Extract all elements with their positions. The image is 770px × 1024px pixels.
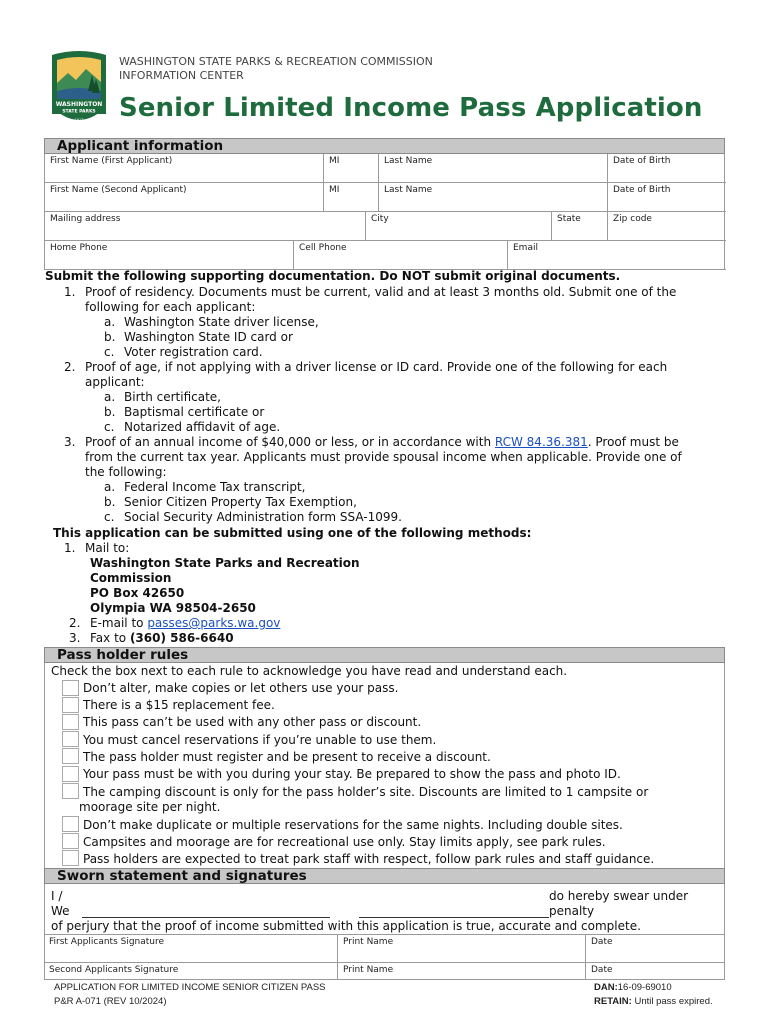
income-option-a: Federal Income Tax transcript, xyxy=(124,480,306,494)
mailing-address-line-3: PO Box 42650 xyxy=(90,586,185,600)
age-option-b: Baptismal certificate or xyxy=(124,405,265,419)
rule-1: Don’t alter, make copies or let others use your pass. xyxy=(83,681,399,695)
applicant-row-1 xyxy=(45,154,726,183)
home-phone-field[interactable]: Home Phone xyxy=(50,243,108,253)
last-name-first-applicant-field[interactable]: Last Name xyxy=(378,154,607,182)
section-header-rules: Pass holder rules xyxy=(44,647,725,663)
last-name-second-applicant-field[interactable]: Last Name xyxy=(378,183,607,211)
mailing-address-line-2: Commission xyxy=(90,571,172,585)
org-line-1: WASHINGTON STATE PARKS & RECREATION COMMISSION xyxy=(119,55,433,68)
rule-checkbox-4[interactable] xyxy=(62,731,79,747)
organization-name xyxy=(119,55,433,83)
signature-row-1 xyxy=(44,935,725,963)
rule-7: The camping discount is only for the pass holder’s site. Discounts are limited to 1 campsite or xyxy=(83,785,649,799)
rcw-link[interactable]: RCW 84.36.381 xyxy=(494,435,588,449)
income-option-b: Senior Citizen Property Tax Exemption, xyxy=(124,495,357,509)
rule-checkbox-3[interactable] xyxy=(62,714,79,730)
list-number: 2. xyxy=(69,616,81,630)
list-number: 1. xyxy=(64,541,76,555)
second-date-field[interactable]: Date xyxy=(591,965,613,975)
list-letter: a. xyxy=(104,315,116,329)
age-option-c: Notarized affidavit of age. xyxy=(124,420,281,434)
rule-checkbox-5[interactable] xyxy=(62,748,79,764)
list-number: 1. xyxy=(64,285,76,299)
income-proof-line-3: the following: xyxy=(85,465,167,479)
second-print-name-field[interactable]: Print Name xyxy=(343,965,394,975)
residency-option-b: Washington State ID card or xyxy=(124,330,293,344)
rules-intro: Check the box next to each rule to acknowledge you have read and understand each. xyxy=(51,664,568,678)
fax-number: (360) 586-6640 xyxy=(129,631,234,645)
list-letter: b. xyxy=(104,330,116,344)
list-letter: a. xyxy=(104,480,116,494)
section-header-sworn: Sworn statement and signatures xyxy=(44,868,725,884)
residency-proof-line-1: Proof of residency. Documents must be current, valid and at least 3 months old. Submit one of the xyxy=(85,285,677,299)
zip-code-field[interactable]: Zip code xyxy=(607,212,726,240)
dob-first-applicant-field[interactable]: Date of Birth xyxy=(607,154,726,182)
income-proof-line-1: Proof of an annual income of $40,000 or less, or in accordance with RCW 84.36.381. Proof must be xyxy=(85,435,679,449)
divider xyxy=(585,935,586,963)
rule-5: The pass holder must register and be present to receive a discount. xyxy=(83,750,491,764)
rule-checkbox-1[interactable] xyxy=(62,680,79,696)
applicant-form xyxy=(44,154,725,270)
divider xyxy=(337,935,338,963)
rule-6: Your pass must be with you during your stay. Be prepared to show the pass and photo ID. xyxy=(83,767,621,781)
list-letter: c. xyxy=(104,345,115,359)
section-header-applicant: Applicant information xyxy=(44,138,725,154)
applicant-row-3 xyxy=(45,212,726,241)
applicant-row-4 xyxy=(45,241,726,270)
rule-9: Campsites and moorage are for recreational use only. Stay limits apply, see park rules. xyxy=(83,835,606,849)
first-print-name-field[interactable]: Print Name xyxy=(343,937,394,947)
documentation-heading: Submit the following supporting documentation. Do NOT submit original documents. xyxy=(45,269,621,283)
rule-checkbox-8[interactable] xyxy=(62,816,79,832)
rule-4: You must cancel reservations if you’re unable to use them. xyxy=(83,733,437,747)
list-number: 3. xyxy=(69,631,81,645)
washington-state-parks-logo xyxy=(48,49,110,133)
applicant-name-line-2[interactable] xyxy=(359,917,549,918)
footer-form-number: P&R A-071 (REV 10/2024) xyxy=(54,996,167,1007)
logo-text-line1: WASHINGTON xyxy=(55,101,103,108)
residency-option-c: Voter registration card. xyxy=(124,345,263,359)
residency-proof-line-2: following for each applicant: xyxy=(85,300,256,314)
rule-checkbox-9[interactable] xyxy=(62,833,79,849)
list-letter: b. xyxy=(104,495,116,509)
rule-2: There is a $15 replacement fee. xyxy=(83,698,275,712)
rule-checkbox-7[interactable] xyxy=(62,783,79,799)
first-date-field[interactable]: Date xyxy=(591,937,613,947)
list-letter: c. xyxy=(104,510,115,524)
applicant-row-2 xyxy=(45,183,726,212)
methods-heading: This application can be submitted using one of the following methods: xyxy=(53,526,532,540)
applicant-name-line-1[interactable] xyxy=(82,917,330,918)
rule-checkbox-6[interactable] xyxy=(62,766,79,782)
divider xyxy=(585,963,586,980)
method-email: E-mail to passes@parks.wa.gov xyxy=(90,616,281,630)
mailing-address-line-4: Olympia WA 98504-2650 xyxy=(90,601,256,615)
income-option-c: Social Security Administration form SSA-1099. xyxy=(124,510,402,524)
cell-phone-field[interactable]: Cell Phone xyxy=(293,241,507,269)
first-signature-field[interactable]: First Applicants Signature xyxy=(49,937,165,947)
signature-row-2 xyxy=(44,963,725,980)
divider xyxy=(337,963,338,980)
second-signature-field[interactable]: Second Applicants Signature xyxy=(49,965,179,975)
list-number: 2. xyxy=(64,360,76,374)
footer-form-title: APPLICATION FOR LIMITED INCOME SENIOR CITIZEN PASS xyxy=(54,982,326,993)
sworn-i: I / xyxy=(51,889,63,903)
rule-checkbox-2[interactable] xyxy=(62,697,79,713)
sworn-penalty: penalty xyxy=(549,904,595,918)
rule-7-continued: moorage site per night. xyxy=(79,800,221,814)
residency-option-a: Washington State driver license, xyxy=(124,315,319,329)
logo-year: 1913 xyxy=(74,118,84,122)
first-name-second-applicant-field[interactable]: First Name (Second Applicant) xyxy=(50,185,187,195)
rule-checkbox-10[interactable] xyxy=(62,850,79,866)
list-letter: a. xyxy=(104,390,116,404)
page-title: Senior Limited Income Pass Application xyxy=(119,93,703,123)
dob-second-applicant-field[interactable]: Date of Birth xyxy=(607,183,726,211)
email-field[interactable]: Email xyxy=(507,241,726,269)
mailing-address-field[interactable]: Mailing address xyxy=(50,214,121,224)
method-fax: Fax to (360) 586-6640 xyxy=(90,631,234,645)
mi-first-applicant-field[interactable]: MI xyxy=(323,154,378,182)
rule-8: Don’t make duplicate or multiple reservations for the same nights. Including double sites. xyxy=(83,818,623,832)
income-proof-line-2: from the current tax year. Applicants must provide spousal income when applicable. Provide one of xyxy=(85,450,682,464)
rule-3: This pass can’t be used with any other pass or discount. xyxy=(83,715,422,729)
org-line-2: INFORMATION CENTER xyxy=(119,69,244,82)
state-field[interactable]: State xyxy=(551,212,607,240)
sworn-swear: do hereby swear under xyxy=(549,889,689,903)
mailing-address-line-1: Washington State Parks and Recreation xyxy=(90,556,360,570)
age-proof-line-2: applicant: xyxy=(85,375,145,389)
list-letter: c. xyxy=(104,420,115,434)
footer-retain: RETAIN: Until pass expired. xyxy=(594,996,713,1007)
sworn-we: We xyxy=(51,904,70,918)
method-mail: Mail to: xyxy=(85,541,130,555)
age-proof-line-1: Proof of age, if not applying with a driver license or ID card. Provide one of the following for each xyxy=(85,360,668,374)
mi-second-applicant-field[interactable]: MI xyxy=(323,183,378,211)
age-option-a: Birth certificate, xyxy=(124,390,221,404)
logo-text-line2: STATE PARKS xyxy=(62,109,96,115)
footer-dan: DAN:16-09-69010 xyxy=(594,982,672,993)
sworn-perjury: of perjury that the proof of income submitted with this application is true, accurate and complete. xyxy=(51,919,641,933)
city-field[interactable]: City xyxy=(365,212,551,240)
list-number: 3. xyxy=(64,435,76,449)
first-name-first-applicant-field[interactable]: First Name (First Applicant) xyxy=(50,156,173,166)
list-letter: b. xyxy=(104,405,116,419)
rule-10: Pass holders are expected to treat park staff with respect, follow park rules and staff guidance. xyxy=(83,852,655,866)
email-link[interactable]: passes@parks.wa.gov xyxy=(147,616,281,630)
